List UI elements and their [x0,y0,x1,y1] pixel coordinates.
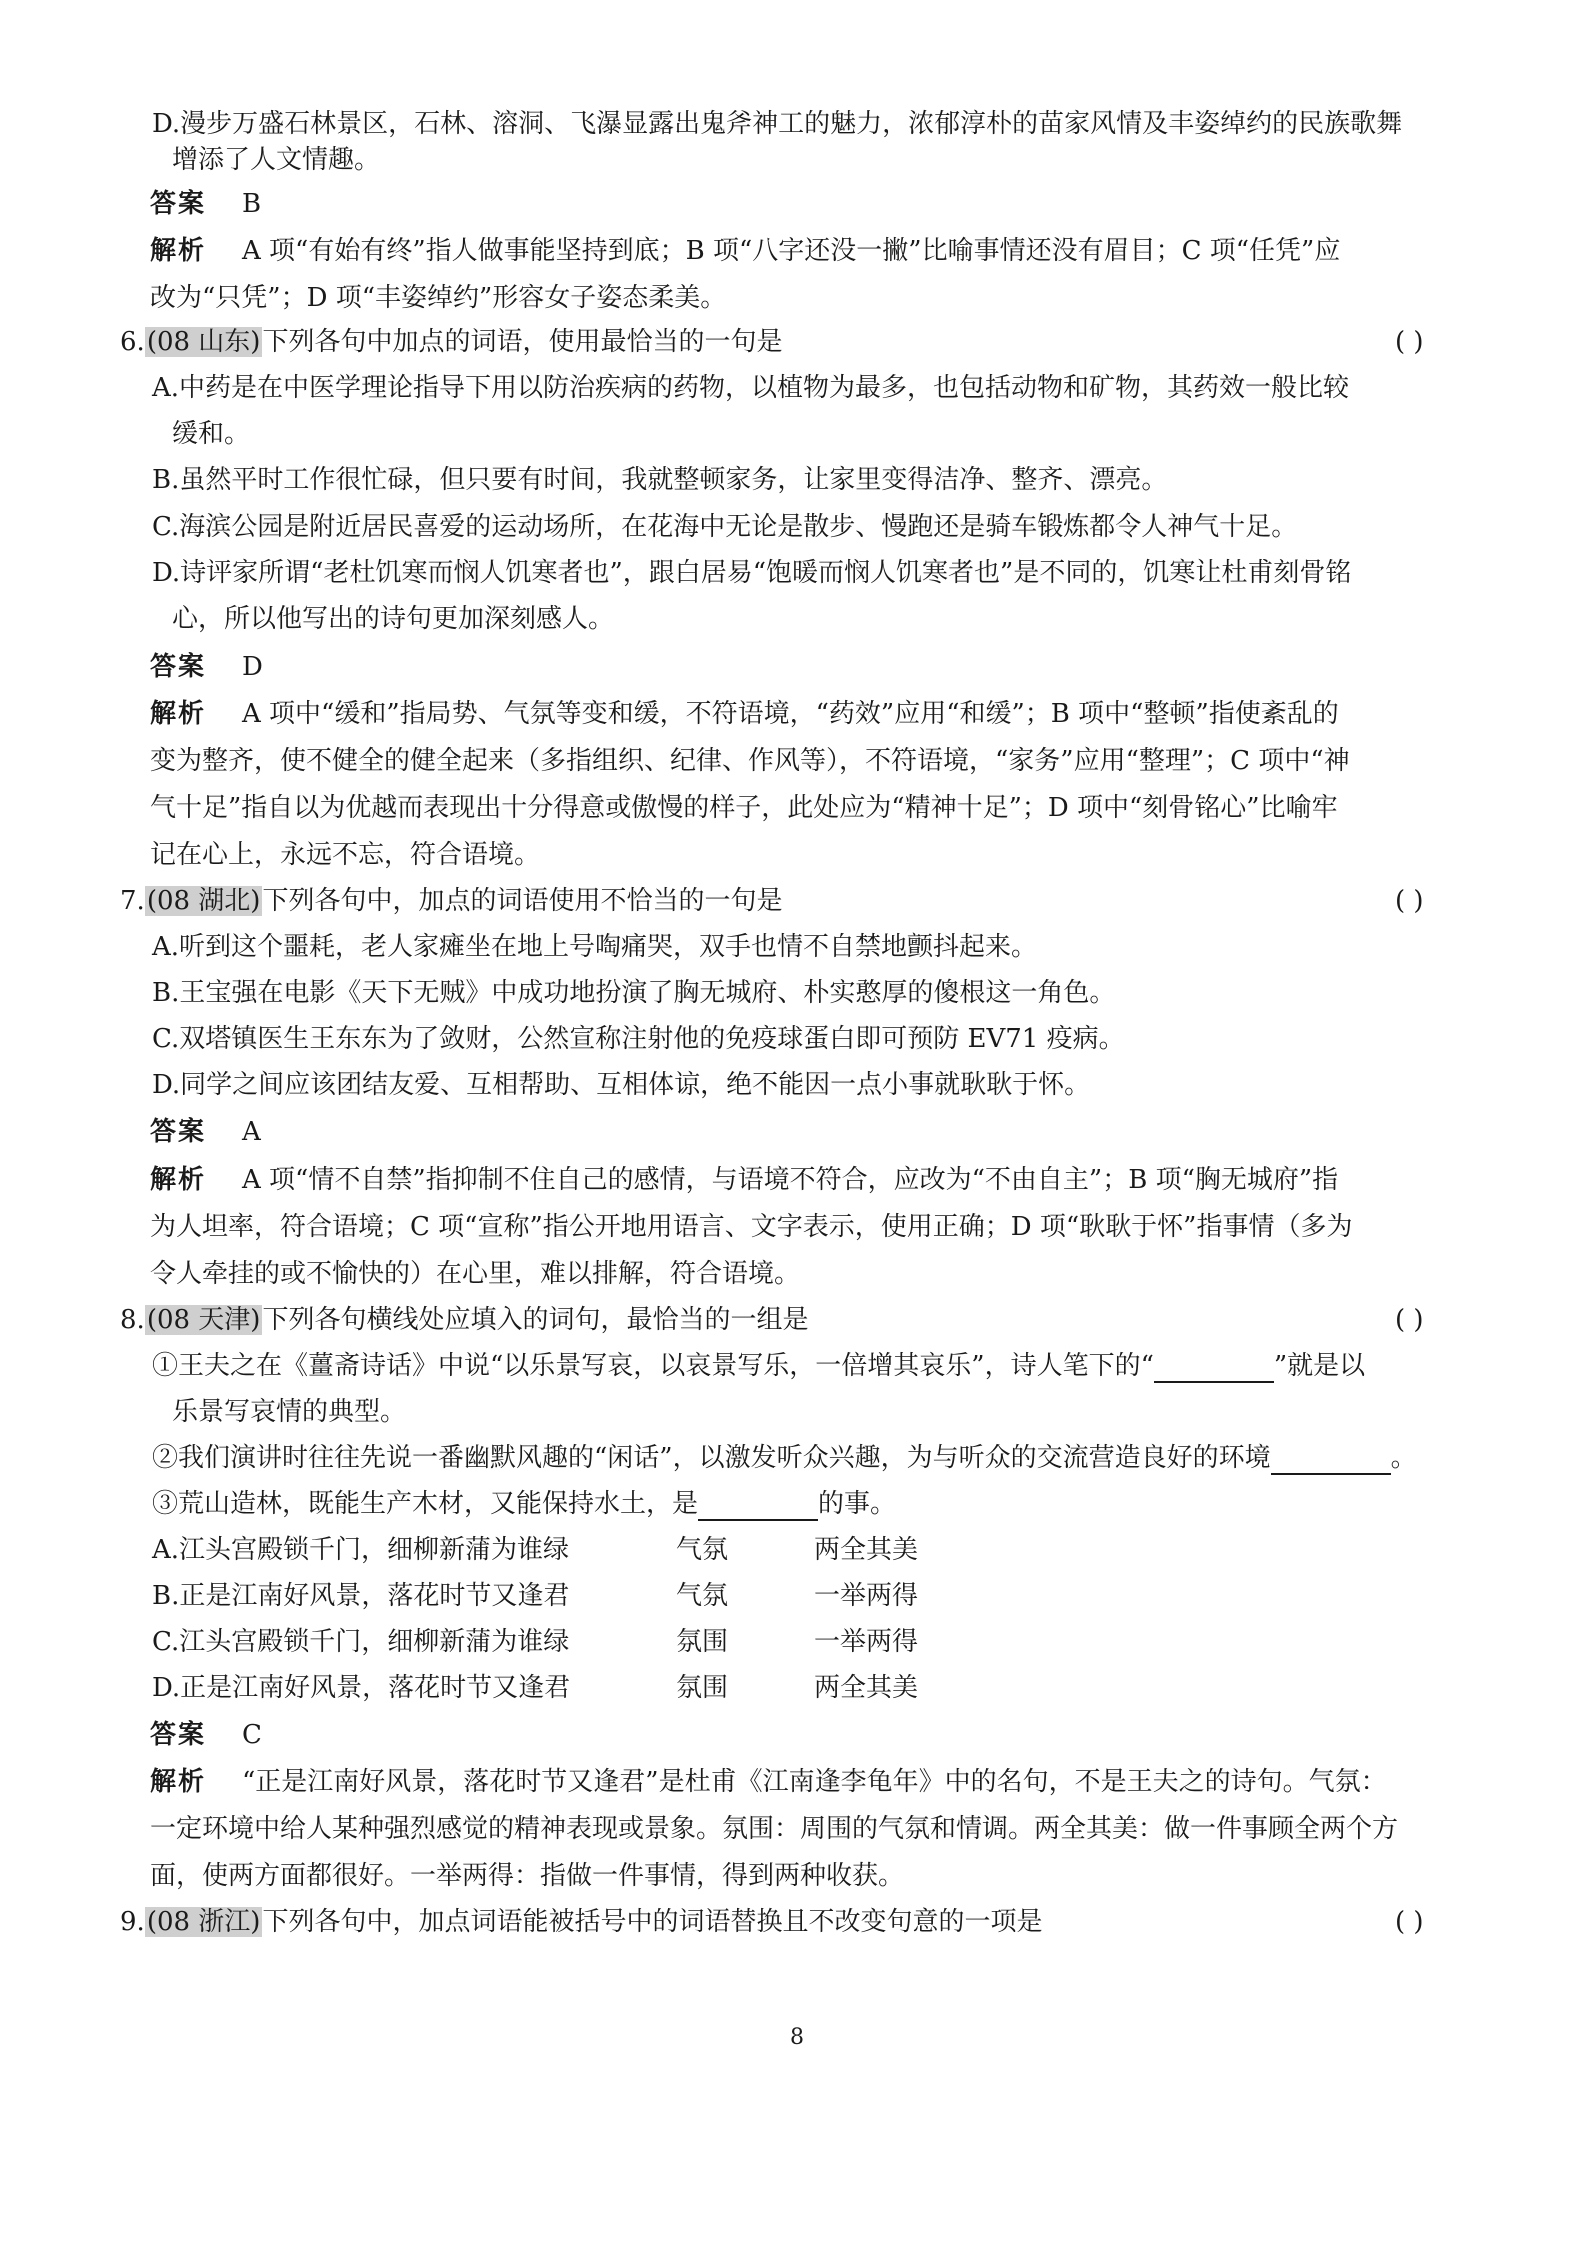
sentence-text: ①王夫之在《薑斋诗话》中说“以乐景写哀，以哀景写乐，一倍增其哀乐”，诗人笔下的“ [152,1351,1154,1381]
source-tag: (08 山东) [146,327,261,357]
q5-answer [150,187,261,221]
q5-option-d-line2: 增添了人文情趣。 [172,145,381,175]
answer-label: 答案 [150,189,207,219]
q8-sentence3 [152,1487,896,1521]
answer-label: 答案 [150,652,207,682]
answer-value: D [242,652,263,682]
q7-analysis-line2: 为人坦率，符合语境；C 项“宣称”指公开地用语言、文字表示，使用正确；D 项“耿耿于怀”指事情（多为 [150,1212,1353,1242]
question-text: 下列各句横线处应填入的词句，最恰当的一组是 [262,1305,809,1335]
fill-blank-2 [1271,1447,1391,1475]
q8-sentence1-line1 [152,1349,1365,1383]
q7-stem [120,884,782,918]
q8-analysis-line1 [150,1765,1387,1799]
answer-value: B [242,189,262,219]
answer-value: A [242,1117,261,1147]
q6-option-d-line2: 心，所以他写出的诗句更加深刻感人。 [172,604,615,634]
q7-option-b: B.王宝强在电影《天下无贼》中成功地扮演了胸无城府、朴实憨厚的傻根这一角色。 [152,978,1116,1008]
q8-sentence1-line2: 乐景写哀情的典型。 [172,1397,407,1427]
option-idiom: 一举两得 [814,1627,919,1657]
q8-answer [150,1718,262,1752]
analysis-label: 解析 [150,1767,207,1797]
q7-analysis-line1 [150,1163,1338,1197]
analysis-label: 解析 [150,236,207,266]
analysis-label: 解析 [150,1165,207,1195]
answer-label: 答案 [150,1117,207,1147]
q6-analysis-line1 [150,697,1339,731]
q6-stem [120,325,782,359]
analysis-text: “正是江南好风景，落花时节又逢君”是杜甫《江南逢李龟年》中的名句，不是王夫之的诗句。气氛： [242,1767,1387,1797]
q6-option-c: C.海滨公园是附近居民喜爱的运动场所，在花海中无论是散步、慢跑还是骑车锻炼都令人神气十足。 [152,512,1298,542]
option-poem: B.正是江南好风景，落花时节又逢君 [152,1581,570,1611]
answer-value: C [242,1720,262,1750]
analysis-text: A 项“有始有终”指人做事能坚持到底；B 项“八字还没一撇”比喻事情还没有眉目；C 项“任凭”应 [242,236,1341,266]
q7-analysis-line3: 令人牵挂的或不愉快的）在心里，难以排解，符合语境。 [150,1259,801,1289]
option-poem: A.江头宫殿锁千门，细柳新蒲为谁绿 [152,1535,570,1565]
q7-option-d: D.同学之间应该团结友爱、互相帮助、互相体谅，绝不能因一点小事就耿耿于怀。 [152,1070,1091,1100]
fill-blank-3 [698,1493,818,1521]
q6-option-b: B.虽然平时工作很忙碌，但只要有时间，我就整顿家务，让家里变得洁净、整齐、漂亮。 [152,465,1168,495]
q7-option-a: A.听到这个噩耗，老人家瘫坐在地上号啕痛哭，双手也情不自禁地颤抖起来。 [152,932,1038,962]
sentence-text: ③荒山造林，既能生产木材，又能保持水土，是 [152,1489,699,1519]
q8-stem [120,1303,808,1337]
q7-answer [150,1115,261,1149]
option-word: 气氛 [676,1535,729,1565]
option-poem: C.江头宫殿锁千门，细柳新蒲为谁绿 [152,1627,570,1657]
q7-option-c: C.双塔镇医生王东东为了敛财，公然宣称注射他的免疫球蛋白即可预防 EV71 疫病。 [152,1024,1125,1054]
q7-answer-paren: ( ) [1395,886,1424,916]
q6-analysis-line3: 气十足”指自以为优越而表现出十分得意或傲慢的样子，此处应为“精神十足”；D 项中“刻骨铭心”比喻牢 [150,793,1338,823]
question-number: 7. [120,886,145,916]
q9-answer-paren: ( ) [1395,1907,1424,1937]
sentence-text: ”就是以 [1273,1351,1366,1381]
sentence-text: ②我们演讲时往往先说一番幽默风趣的“闲话”，以激发听众兴趣，为与听众的交流营造良好的环境 [152,1443,1271,1473]
option-word: 气氛 [676,1581,729,1611]
option-word: 氛围 [676,1627,729,1657]
option-poem: D.正是江南好风景，落花时节又逢君 [152,1673,571,1703]
q8-analysis-line2: 一定环境中给人某种强烈感觉的精神表现或景象。氛围：周围的气氛和情调。两全其美：做一件事顾全两个方 [150,1814,1399,1844]
source-tag: (08 浙江) [146,1907,261,1937]
question-number: 8. [120,1305,145,1335]
sentence-text: 。 [1390,1443,1417,1473]
sentence-text: 的事。 [818,1489,897,1519]
answer-label: 答案 [150,1720,207,1750]
q8-answer-paren: ( ) [1395,1305,1424,1335]
q6-analysis-line2: 变为整齐，使不健全的健全起来（多指组织、纪律、作风等），不符语境，“家务”应用“整理”；C 项中“神 [150,746,1350,776]
option-idiom: 两全其美 [814,1673,919,1703]
question-text: 下列各句中，加点词语能被括号中的词语替换且不改变句意的一项是 [262,1907,1043,1937]
q8-sentence2 [152,1441,1417,1475]
q6-answer [150,650,263,684]
analysis-text: A 项“情不自禁”指抑制不住自己的感情，与语境不符合，应改为“不由自主”；B 项“胸无城府”指 [242,1165,1339,1195]
analysis-label: 解析 [150,699,207,729]
option-idiom: 一举两得 [814,1581,919,1611]
q9-stem [120,1905,1042,1939]
analysis-text: A 项中“缓和”指局势、气氛等变和缓，不符语境，“药效”应用“和缓”；B 项中“整顿”指使紊乱的 [242,699,1339,729]
q6-option-d-line1: D.诗评家所谓“老杜饥寒而悯人饥寒者也”，跟白居易“饱暖而悯人饥寒者也”是不同的，饥寒让杜甫刻骨铭 [152,558,1352,588]
q6-analysis-line4: 记在心上，永远不忘，符合语境。 [150,840,541,870]
page-number: 8 [790,2025,804,2050]
question-number: 9. [120,1907,145,1937]
q5-analysis-line2: 改为“只凭”；D 项“丰姿绰约”形容女子姿态柔美。 [150,283,727,313]
q6-answer-paren: ( ) [1395,327,1424,357]
option-word: 氛围 [676,1673,729,1703]
source-tag: (08 湖北) [146,886,261,916]
question-number: 6. [120,327,145,357]
q6-option-a-line2: 缓和。 [172,419,251,449]
fill-blank-1 [1154,1355,1274,1383]
source-tag: (08 天津) [146,1305,261,1335]
option-idiom: 两全其美 [814,1535,919,1565]
q6-option-a-line1: A.中药是在中医学理论指导下用以防治疾病的药物，以植物为最多，也包括动物和矿物，其药效一般比较 [152,373,1350,403]
q5-analysis-line1 [150,234,1340,268]
q8-analysis-line3: 面，使两方面都很好。一举两得：指做一件事情，得到两种收获。 [150,1861,905,1891]
question-text: 下列各句中加点的词语，使用最恰当的一句是 [262,327,783,357]
question-text: 下列各句中，加点的词语使用不恰当的一句是 [262,886,783,916]
q5-option-d-line1: D.漫步万盛石林景区，石林、溶洞、飞瀑显露出鬼斧神工的魅力，浓郁淳朴的苗家风情及丰姿绰约的民族歌舞 [152,109,1403,139]
